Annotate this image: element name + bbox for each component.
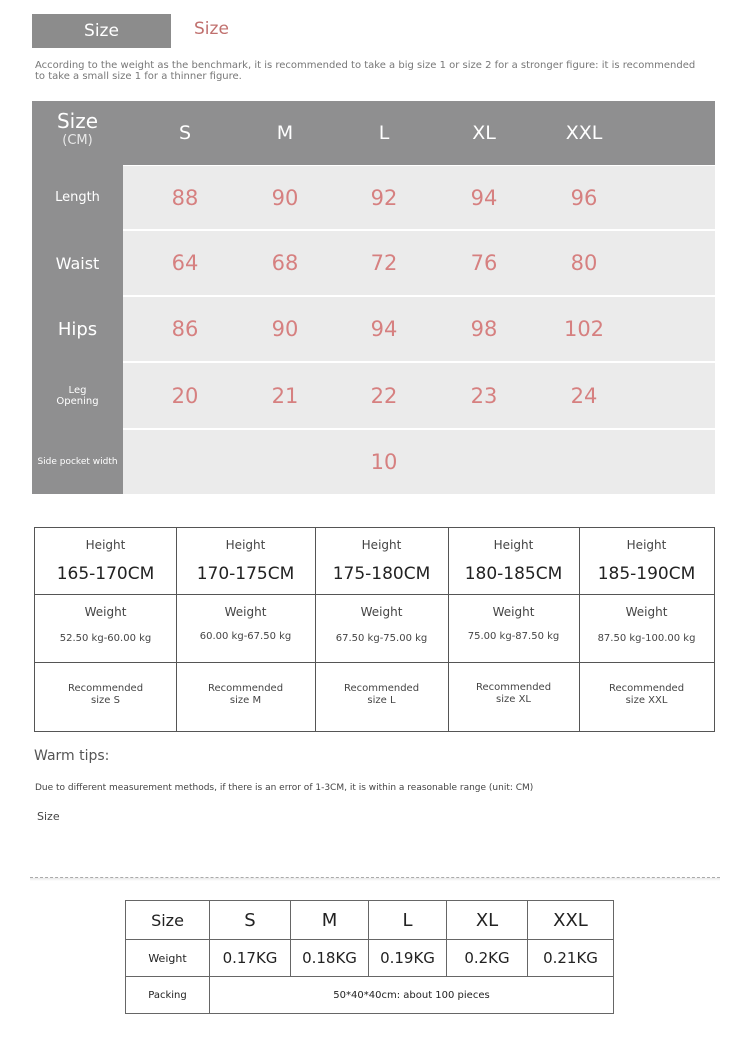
size-col-header-m: M	[276, 122, 294, 144]
cell-leg-xxl: 24	[570, 383, 598, 408]
height-value: 175-180CM	[332, 564, 431, 584]
packing-size-xxl: XXL	[553, 909, 588, 931]
height-value: 165-170CM	[56, 564, 155, 584]
row-label-leg: Leg	[68, 384, 87, 396]
size-recommendation-note: According to the weight as the benchmark, it is recommended to take a big size 1 or size 2 for a stronger figure: it is recommended to take a small size 1 for a thinner figure.	[35, 60, 696, 82]
row-label-opening: Opening	[56, 395, 99, 407]
recommended-size-value: size S	[91, 695, 120, 706]
height-value: 170-175CM	[196, 564, 295, 584]
weight-label: Weight	[224, 605, 267, 619]
cell-hips-l: 94	[370, 317, 398, 341]
packing-size-s: S	[244, 909, 256, 931]
height-label: Height	[493, 538, 534, 552]
recommended-size	[176, 683, 315, 707]
packing-table	[125, 900, 614, 1014]
recommended-size-value: size XL	[496, 694, 531, 705]
packing-weight-m: 0.18KG	[302, 949, 357, 967]
recommended-size-value: size M	[229, 695, 262, 706]
recommended-size-value: size L	[367, 695, 396, 706]
size-table-corner-unit: (CM)	[62, 133, 93, 148]
weight-value: 67.50 kg-75.00 kg	[335, 633, 428, 644]
cell-waist-s: 64	[171, 251, 199, 275]
section-divider	[30, 877, 720, 881]
size-col-header-l: L	[378, 122, 390, 144]
height-label: Height	[361, 538, 402, 552]
cell-length-s: 88	[171, 185, 199, 210]
packing-size-xl: XL	[475, 909, 499, 931]
weight-label: Weight	[492, 605, 535, 619]
size-table-corner	[32, 101, 123, 165]
row-label-hips: Hips	[57, 318, 98, 340]
tab-size-label: Size	[84, 21, 119, 41]
size-col-header-s: S	[178, 122, 192, 144]
packing-label: Packing	[148, 989, 187, 1001]
weight-label: Weight	[84, 605, 127, 619]
packing-size-m: M	[321, 909, 338, 931]
recommended-size	[315, 683, 448, 707]
cell-leg-l: 22	[370, 383, 398, 408]
cell-leg-s: 20	[171, 383, 199, 408]
height-label: Height	[85, 538, 126, 552]
packing-size-label: Size	[151, 910, 184, 930]
recommended-size-value: size XXL	[625, 695, 668, 706]
size-measurement-table	[32, 101, 715, 494]
size-col-header-xxl: XXL	[565, 122, 603, 144]
packing-value: 50*40*40cm: about 100 pieces	[333, 989, 490, 1001]
tab-size-active[interactable]	[32, 14, 171, 48]
cell-hips-xxl: 102	[563, 317, 605, 341]
cell-length-xxl: 96	[570, 185, 598, 210]
recommended-text: Recommended	[67, 683, 144, 694]
cell-hips-s: 86	[171, 317, 199, 341]
cell-side-pocket: 10	[370, 450, 398, 474]
recommended-text: Recommended	[343, 683, 420, 694]
cell-length-m: 90	[271, 185, 299, 210]
cell-leg-m: 21	[271, 383, 299, 408]
cell-waist-l: 72	[370, 251, 398, 275]
cell-leg-xl: 23	[470, 383, 498, 408]
cell-hips-xl: 98	[470, 317, 498, 341]
weight-value: 52.50 kg-60.00 kg	[59, 633, 152, 644]
packing-weight-l: 0.19KG	[380, 949, 435, 967]
packing-weight-s: 0.17KG	[222, 949, 278, 967]
row-label-side-pocket: Side pocket width	[37, 456, 118, 467]
packing-weight-xl: 0.2KG	[464, 949, 510, 967]
recommended-size	[35, 683, 176, 707]
height-weight-table	[34, 527, 715, 732]
weight-value: 87.50 kg-100.00 kg	[597, 633, 696, 644]
cell-waist-xl: 76	[470, 251, 498, 275]
recommended-text: Recommended	[207, 683, 284, 694]
cell-waist-xxl: 80	[570, 251, 598, 275]
grid-divider	[35, 662, 714, 663]
packing-size-l: L	[402, 909, 413, 931]
height-label: Height	[626, 538, 667, 552]
warm-tips-size-label: Size	[37, 810, 60, 823]
cell-length-l: 92	[370, 185, 398, 210]
weight-label: Weight	[360, 605, 403, 619]
height-value: 180-185CM	[464, 564, 563, 584]
weight-value: 60.00 kg-67.50 kg	[199, 631, 292, 642]
row-label-waist: Waist	[55, 253, 100, 273]
packing-weight-label: Weight	[148, 951, 187, 965]
warm-tips-title: Warm tips:	[34, 748, 110, 764]
grid-divider	[35, 594, 714, 595]
cell-length-xl: 94	[470, 185, 498, 210]
recommended-size	[579, 683, 714, 707]
cell-hips-m: 90	[271, 317, 299, 341]
row-label-length: Length	[55, 190, 100, 205]
packing-weight-xxl: 0.21KG	[543, 949, 598, 967]
recommended-size	[448, 682, 579, 706]
height-value: 185-190CM	[597, 564, 696, 584]
warm-tips-text: Due to different measurement methods, if there is an error of 1-3CM, it is within a reasonable range (unit: CM)	[35, 783, 534, 793]
recommended-text: Recommended	[475, 682, 552, 693]
cell-waist-m: 68	[271, 251, 299, 275]
weight-label: Weight	[625, 605, 668, 619]
recommended-text: Recommended	[608, 683, 685, 694]
row-label-leg-opening	[32, 363, 123, 428]
tab-size-secondary[interactable]: Size	[194, 19, 229, 39]
size-table-corner-title: Size	[56, 109, 99, 133]
size-col-header-xl: XL	[472, 122, 496, 144]
height-label: Height	[225, 538, 266, 552]
weight-value: 75.00 kg-87.50 kg	[467, 631, 560, 642]
